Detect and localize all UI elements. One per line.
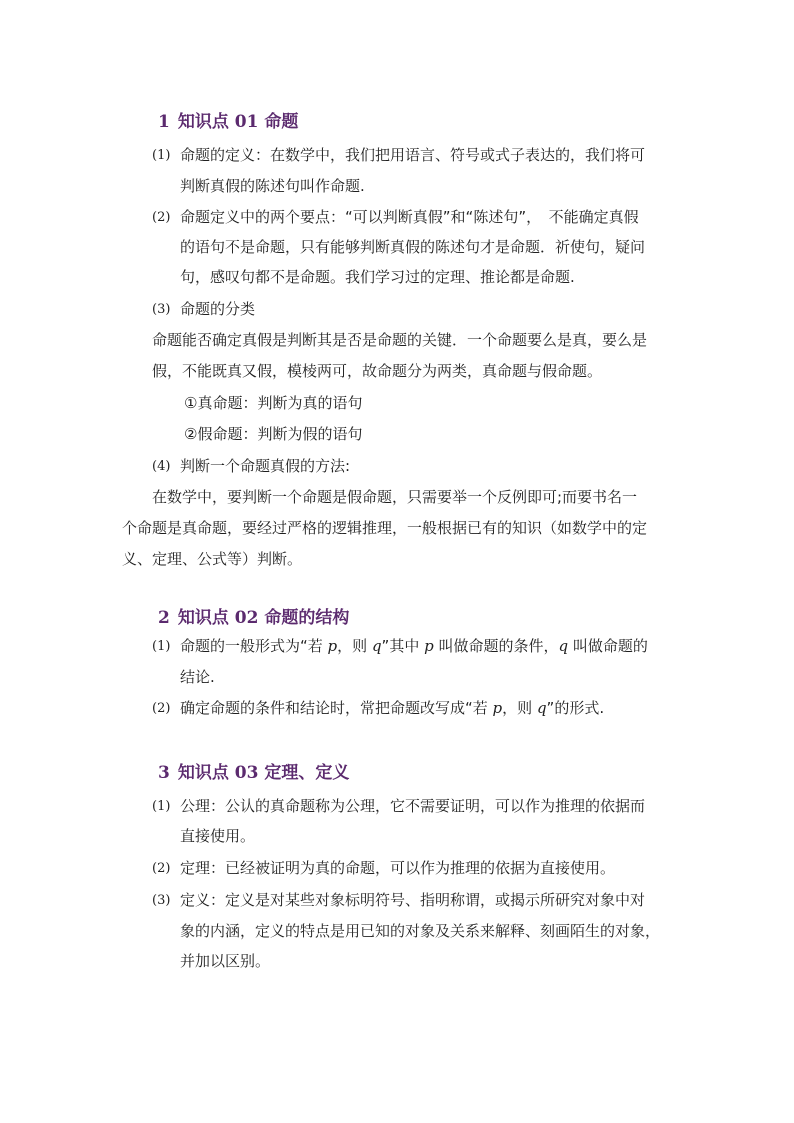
item-marker: (3): [152, 893, 171, 908]
text-segment: 确定命题的条件和结论时，常把命题改写成“若: [180, 699, 493, 717]
variable-q: q: [371, 637, 382, 655]
item-marker: (3): [152, 302, 171, 317]
item-marker: (4): [152, 459, 171, 474]
section-number: 2: [158, 608, 170, 628]
item-marker: (1): [152, 799, 171, 814]
item-marker: (1): [152, 148, 171, 163]
item-marker: (2): [152, 210, 171, 225]
text-line: 象的内涵，定义的特点是用已知的对象及关系来解释、刻画陌生的对象，: [180, 922, 661, 940]
section-title: 知识点 02 命题的结构: [177, 608, 350, 628]
text-segment: ，则: [502, 699, 537, 717]
section-number: 1: [158, 112, 170, 132]
text-line: [180, 698, 604, 718]
paragraph-line: 在数学中，要判断一个命题是假命题，只需要举一个反例即可;而要书名一: [152, 488, 638, 506]
text-line: [180, 636, 648, 656]
text-line: 判断一个命题真假的方法:: [180, 457, 351, 475]
item-marker: (2): [152, 701, 171, 716]
text-line: 公理：公认的真命题称为公理，它不需要证明，可以作为推理的依据而: [180, 797, 646, 815]
text-segment: ”的形式.: [546, 699, 605, 717]
text-segment: ，则: [337, 637, 372, 655]
variable-p: p: [327, 637, 338, 655]
true-proposition-line: ①真命题：判断为真的语句: [184, 394, 363, 412]
section-number: 3: [158, 763, 170, 783]
section-2-heading: [158, 603, 349, 628]
text-line: 定理：已经被证明为真的命题，可以作为推理的依据为直接使用。: [180, 859, 616, 877]
text-line: 判断真假的陈述句叫作命题.: [180, 177, 365, 195]
paragraph-line: 义、定理、公式等）判断。: [122, 550, 303, 568]
text-line: 定义：定义是对某些对象标明符号、指明称谓，或揭示所研究对象中对: [180, 891, 646, 909]
variable-p: p: [492, 699, 503, 717]
paragraph-line: 命题能否确定真假是判断其是否是命题的关键．一个命题要么是真，要么是: [152, 331, 648, 349]
item-marker: (1): [152, 639, 171, 654]
false-proposition-line: ②假命题：判断为假的语句: [184, 425, 363, 443]
text-line: 直接使用。: [180, 827, 256, 845]
text-line: 命题定义中的两个要点：“可以判断真假”和“陈述句”， 不能确定真假: [180, 208, 639, 226]
text-line: 命题的分类: [180, 300, 256, 318]
variable-q: q: [536, 699, 547, 717]
text-line: 句，感叹句都不是命题。我们学习过的定理、推论都是命题.: [180, 268, 575, 286]
text-segment: 叫做命题的条件，: [433, 637, 559, 655]
paragraph-line: 个命题是真命题，要经过严格的逻辑推理，一般根据已有的知识（如数学中的定: [122, 519, 648, 537]
text-segment: 叫做命题的: [568, 637, 648, 655]
text-line: 结论.: [180, 668, 215, 686]
text-segment: ”其中: [381, 637, 425, 655]
text-line: 的语句不是命题，只有能够判断真假的陈述句才是命题．祈使句，疑问: [180, 238, 646, 256]
text-line: 并加以区别。: [180, 952, 271, 970]
section-title: 知识点 03 定理、定义: [177, 763, 350, 783]
section-title: 知识点 01 命题: [177, 112, 299, 132]
section-3-heading: [158, 758, 349, 783]
paragraph-line: 假，不能既真又假，模棱两可，故命题分为两类，真命题与假命题。: [152, 362, 603, 380]
text-line: 命题的定义：在数学中，我们把用语言、符号或式子表达的，我们将可: [180, 146, 646, 164]
variable-p: p: [424, 637, 434, 655]
text-segment: 命题的一般形式为“若: [180, 637, 328, 655]
variable-q: q: [558, 637, 569, 655]
item-marker: (2): [152, 861, 171, 876]
section-1-heading: [158, 107, 298, 132]
